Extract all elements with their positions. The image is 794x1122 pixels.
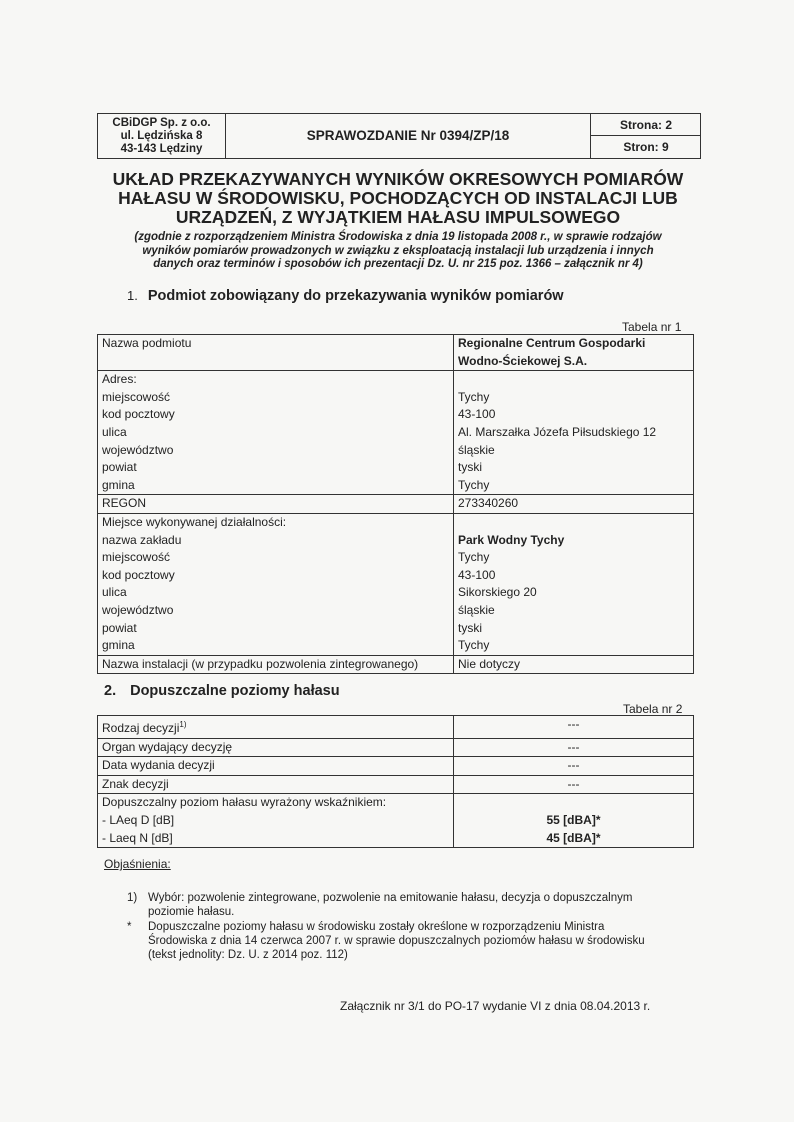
site-label: kod pocztowy xyxy=(102,567,175,582)
regon-label: REGON xyxy=(98,495,454,514)
section-2-heading xyxy=(104,683,340,699)
address-value xyxy=(458,371,689,389)
table-row xyxy=(98,655,694,674)
title-line-3: URZĄDZEŃ, Z WYJĄTKIEM HAŁASU IMPULSOWEGO xyxy=(175,207,621,227)
installation-label: Nazwa instalacji (w przypadku pozwolenia zintegrowanego) xyxy=(98,655,454,674)
site-label: nazwa zakładu xyxy=(102,532,182,547)
note-1-line-1: Wybór: pozwolenie zintegrowane, pozwolenie na emitowanie hałasu, decyzja o dopuszczalnym xyxy=(148,892,633,904)
decision-type-label xyxy=(98,716,454,739)
address-value: 43-100 xyxy=(458,407,496,422)
site-value xyxy=(458,514,689,532)
table-row xyxy=(98,335,694,371)
site-label: województwo xyxy=(102,602,174,617)
company-street: ul. Lędzińska 8 xyxy=(120,130,203,142)
table-row xyxy=(98,757,694,776)
note-1 xyxy=(148,891,632,919)
notes-heading: Objaśnienia: xyxy=(104,857,171,871)
decision-type-text: Rodzaj decyzji xyxy=(102,721,180,735)
table-2-label: Tabela nr 2 xyxy=(623,702,683,716)
name-label: Nazwa podmiotu xyxy=(98,335,454,371)
note-2-line-3: (tekst jednolity: Dz. U. z 2014 poz. 112) xyxy=(148,949,348,961)
regon-value: 273340260 xyxy=(454,495,694,514)
address-label: Adres: xyxy=(102,372,137,387)
title-line-1: UKŁAD PRZEKAZYWANYCH WYNIKÓW OKRESOWYCH POMIARÓW xyxy=(112,169,684,189)
report-number: SPRAWOZDANIE Nr 0394/ZP/18 xyxy=(306,128,510,143)
day-label: - LAeq D [dB] xyxy=(102,812,175,827)
footnote-ref: 1) xyxy=(179,720,187,729)
issuing-body-label: Organ wydający decyzję xyxy=(98,738,454,757)
table-row xyxy=(98,371,694,495)
note-1-line-2: poziomie hałasu. xyxy=(148,906,235,918)
noise-level-label: Dopuszczalny poziom hałasu wyrażony wskaźnikiem: xyxy=(102,795,387,810)
page-count: Stron: 9 xyxy=(623,140,669,154)
table-row xyxy=(98,775,694,794)
issue-date-value: --- xyxy=(454,757,694,776)
site-label: Miejsce wykonywanej działalności: xyxy=(102,514,287,529)
page-info xyxy=(590,114,701,158)
note-2 xyxy=(148,920,645,962)
address-value: Tychy xyxy=(458,389,490,404)
site-labels xyxy=(98,513,454,655)
site-value: 43-100 xyxy=(458,567,496,582)
address-label: ulica xyxy=(102,424,127,439)
decision-ref-label: Znak decyzji xyxy=(98,775,454,794)
address-label: województwo xyxy=(102,442,174,457)
section-1-title: Podmiot zobowiązany do przekazywania wyników pomiarów xyxy=(147,288,564,304)
address-value: Tychy xyxy=(458,477,490,492)
site-value: tyski xyxy=(458,620,482,635)
table-row xyxy=(98,716,694,739)
installation-value: Nie dotyczy xyxy=(454,655,694,674)
site-value: Park Wodny Tychy xyxy=(458,532,565,547)
section-1-number: 1. xyxy=(127,288,138,303)
section-2-number: 2. xyxy=(104,683,117,699)
address-labels xyxy=(98,371,454,495)
section-2-title: Dopuszczalne poziomy hałasu xyxy=(130,683,340,699)
noise-level-labels xyxy=(98,794,454,848)
address-label: powiat xyxy=(102,460,137,475)
company-name: CBiDGP Sp. z o.o. xyxy=(112,117,211,129)
subtitle-line-1: (zgodnie z rozporządzeniem Ministra Środowiska z dnia 19 listopada 2008 r., w sprawie rodzajów xyxy=(134,231,662,243)
night-label: - Laeq N [dB] xyxy=(102,830,173,845)
site-value: Sikorskiego 20 xyxy=(458,585,537,600)
address-values xyxy=(454,371,694,495)
address-value: tyski xyxy=(458,460,482,475)
issue-date-label: Data wydania decyzji xyxy=(98,757,454,776)
document-subtitle xyxy=(100,231,696,272)
site-label: ulica xyxy=(102,585,127,600)
address-value: Al. Marszałka Józefa Piłsudskiego 12 xyxy=(458,424,657,439)
page-number: Strona: 2 xyxy=(591,114,701,136)
site-label: gmina xyxy=(102,638,135,653)
site-value: Tychy xyxy=(458,550,490,565)
address-label: kod pocztowy xyxy=(102,407,175,422)
day-value: 55 [dBA]* xyxy=(546,812,601,827)
table-row xyxy=(98,738,694,757)
note-2-mark: * xyxy=(127,921,132,933)
table-row xyxy=(98,495,694,514)
report-header xyxy=(97,113,701,159)
name-value-line-2: Wodno-Ściekowej S.A. xyxy=(458,353,588,368)
note-1-mark: 1) xyxy=(127,892,138,904)
table-2 xyxy=(97,715,694,848)
address-label: miejscowość xyxy=(102,389,171,404)
site-value: śląskie xyxy=(458,602,495,617)
decision-type-value: --- xyxy=(454,716,694,739)
address-value: śląskie xyxy=(458,442,495,457)
section-1-heading xyxy=(127,288,564,304)
site-values xyxy=(454,513,694,655)
note-2-line-1: Dopuszczalne poziomy hałasu w środowisku zostały określone w rozporządzeniu Ministra xyxy=(148,921,605,933)
table-row xyxy=(98,794,694,848)
site-label: powiat xyxy=(102,620,137,635)
issuing-body-value: --- xyxy=(454,738,694,757)
subtitle-line-2: wyników pomiarów prowadzonych w związku z eksploatacją instalacji lub urządzenia i innych xyxy=(142,244,654,257)
company-city: 43-143 Lędziny xyxy=(120,143,203,155)
table-1 xyxy=(97,334,694,674)
address-label: gmina xyxy=(102,477,135,492)
company-block xyxy=(98,114,226,158)
night-value: 45 [dBA]* xyxy=(546,830,601,845)
table-1-label: Tabela nr 1 xyxy=(622,320,682,334)
document-title xyxy=(100,170,696,227)
title-line-2: HAŁASU W ŚRODOWISKU, POCHODZĄCYCH OD INSTALACJI LUB xyxy=(118,188,678,208)
site-label: miejscowość xyxy=(102,550,171,565)
footer-attachment: Załącznik nr 3/1 do PO-17 wydanie VI z dnia 08.04.2013 r. xyxy=(340,999,651,1013)
table-row xyxy=(98,513,694,655)
name-value xyxy=(454,335,694,371)
subtitle-line-3: danych oraz terminów i sposobów ich prezentacji Dz. U. nr 215 poz. 1366 – załącznik nr 4) xyxy=(153,258,643,270)
name-value-line-1: Regionalne Centrum Gospodarki xyxy=(458,336,646,350)
decision-ref-value: --- xyxy=(454,775,694,794)
site-value: Tychy xyxy=(458,638,490,653)
note-2-line-2: Środowiska z dnia 14 czerwca 2007 r. w sprawie dopuszczalnych poziomów hałasu w środowisku xyxy=(148,935,645,947)
noise-level-values xyxy=(454,794,694,848)
